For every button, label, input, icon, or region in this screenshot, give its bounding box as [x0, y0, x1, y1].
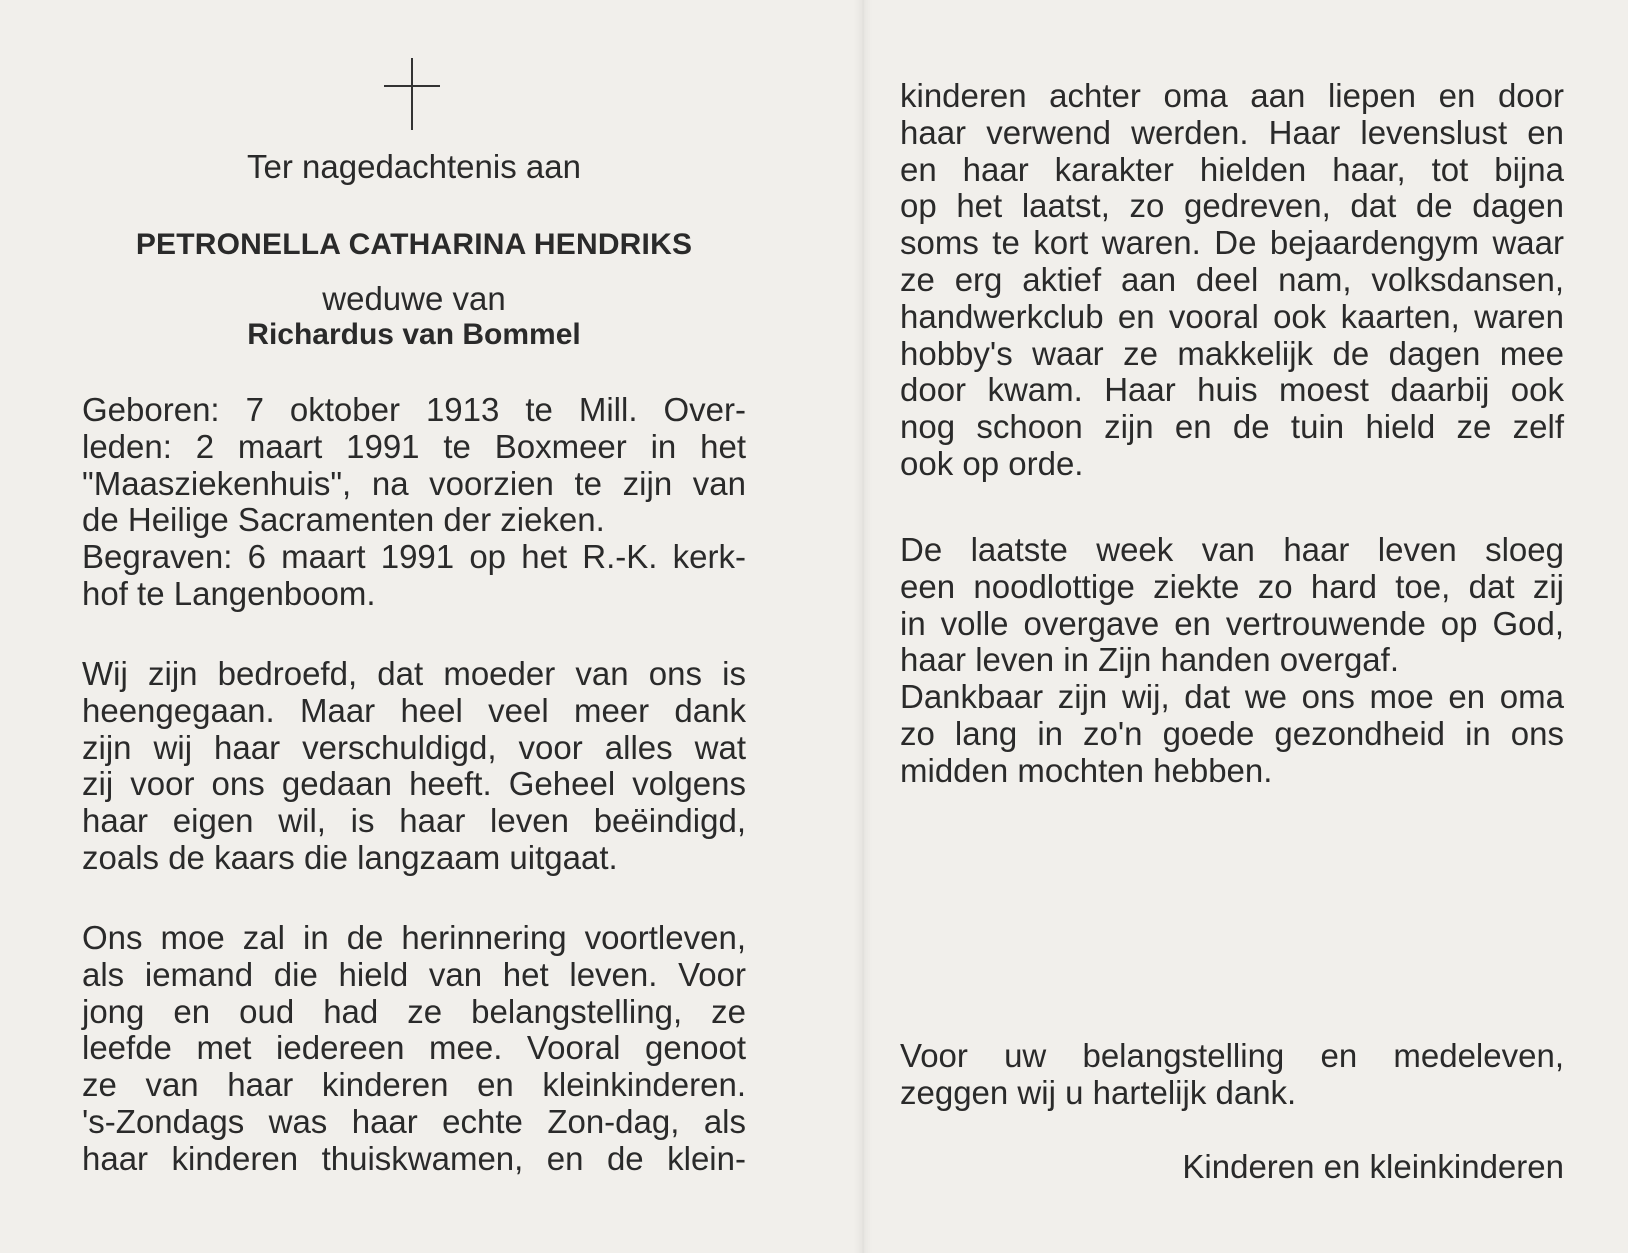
- text-line: in volle overgave en vertrouwende op God,: [900, 604, 1564, 642]
- text-line: kinderen achter oma aan liepen en door: [900, 77, 1564, 114]
- text-line: hobby's waar ze makkelijk de dagen mee: [900, 334, 1564, 372]
- text-line: De laatste week van haar leven sloeg: [900, 531, 1564, 568]
- text-line: de Heilige Sacramenten der zieken.: [82, 501, 605, 539]
- text-line: haar eigen wil, is haar leven beëindigd,: [82, 802, 746, 840]
- widow-of-text: weduwe van: [322, 280, 506, 317]
- text-line: zeggen wij u hartelijk dank.: [900, 1073, 1297, 1111]
- text-line: ook op orde.: [900, 444, 1084, 482]
- text-line: haar verwend werden. Haar levenslust en: [900, 113, 1564, 151]
- text-line: zij voor ons gedaan heeft. Geheel volgens: [82, 765, 746, 803]
- text-line: Geboren: 7 oktober 1913 te Mill. Over-: [82, 391, 746, 428]
- text-line: haar leven in Zijn handen overgaf.: [900, 641, 1399, 679]
- husband-name: Richardus van Bommel: [247, 318, 581, 351]
- text-line: en haar karakter hielden haar, tot bijna: [900, 150, 1564, 188]
- born-paragraph: [82, 392, 746, 613]
- text-line: 's-Zondags was haar echte Zon-dag, als: [82, 1102, 746, 1140]
- text-line: ze erg aktief aan deel nam, volksdansen,: [900, 260, 1564, 298]
- text-line: Voor uw belangstelling en medeleven,: [900, 1037, 1564, 1074]
- text-line: midden mochten hebben.: [900, 751, 1273, 789]
- text-line: nog schoon zijn en de tuin hield ze zelf: [900, 408, 1564, 446]
- text-line: als iemand die hield van het leven. Voor: [82, 955, 746, 993]
- text-line: op het laatst, zo gedreven, dat de dagen: [900, 187, 1564, 225]
- thanks-paragraph: [900, 1038, 1564, 1112]
- text-line: zijn wij haar verschuldigd, voor alles wat: [82, 728, 746, 766]
- sad-paragraph: [82, 656, 746, 877]
- deceased-name: PETRONELLA CATHARINA HENDRIKS: [135, 228, 693, 261]
- text-line: haar kinderen thuiskwamen, en de klein-: [82, 1139, 746, 1177]
- text-line: zoals de kaars die langzaam uitgaat.: [82, 838, 618, 876]
- memory-paragraph: [82, 920, 746, 1178]
- text-line: heengegaan. Maar heel veel meer dank: [82, 691, 746, 729]
- text-line: hof te Langenboom.: [82, 574, 376, 612]
- text-line: ze van haar kinderen en kleinkinderen.: [82, 1066, 746, 1104]
- text-line: Dankbaar zijn wij, dat we ons moe en oma: [900, 678, 1564, 716]
- text-line: jong en oud had ze belangstelling, ze: [82, 992, 746, 1030]
- text-line: leefde met iedereen mee. Vooral genoot: [82, 1029, 746, 1067]
- text-line: een noodlottige ziekte zo hard toe, dat zij: [900, 567, 1564, 605]
- signature: Kinderen en kleinkinderen: [1182, 1148, 1564, 1185]
- intro-text: Ter nagedachtenis aan: [247, 148, 581, 185]
- text-line: door kwam. Haar huis moest daarbij ook: [900, 371, 1564, 409]
- text-line: soms te kort waren. De bejaardengym waar: [900, 224, 1564, 262]
- card-fold: [854, 0, 872, 1253]
- text-line: zo lang in zo'n goede gezondheid in ons: [900, 714, 1564, 752]
- last-week-paragraph: [900, 532, 1564, 790]
- text-line: Begraven: 6 maart 1991 op het R.-K. kerk-: [82, 538, 746, 576]
- text-line: handwerkclub en vooral ook kaarten, waren: [900, 297, 1564, 335]
- text-line: "Maasziekenhuis", na voorzien te zijn van: [82, 464, 746, 502]
- cross-icon: [384, 58, 440, 130]
- text-line: Ons moe zal in de herinnering voortleven,: [82, 919, 746, 956]
- text-line: leden: 2 maart 1991 te Boxmeer in het: [82, 427, 746, 465]
- text-line: Wij zijn bedroefd, dat moeder van ons is: [82, 655, 746, 692]
- life-paragraph: [900, 78, 1564, 483]
